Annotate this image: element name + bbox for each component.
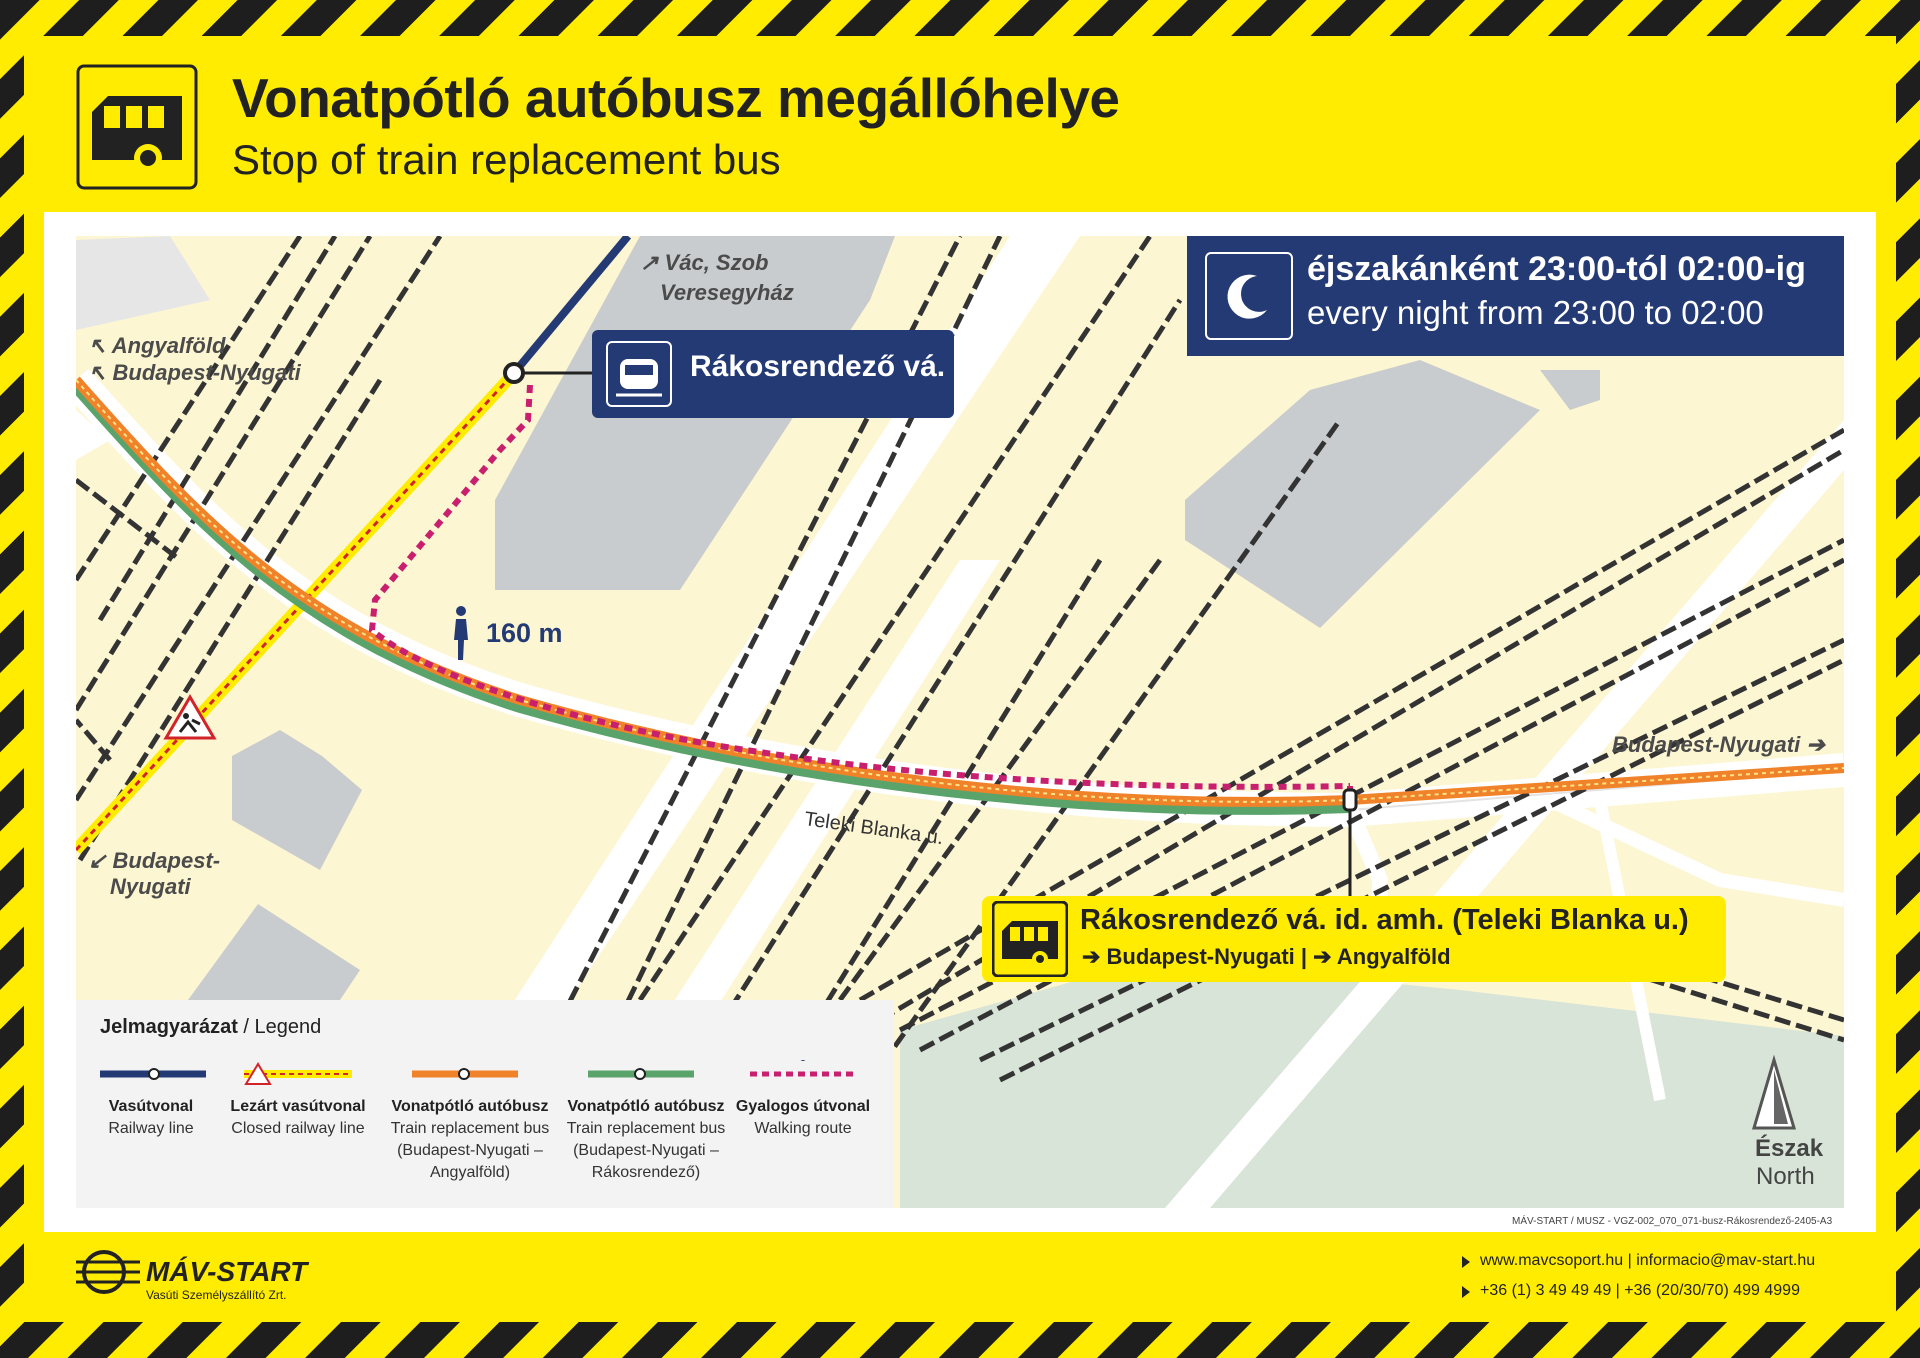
header-bus-icon xyxy=(78,66,196,188)
legend-item-desc: Walking route xyxy=(754,1120,852,1137)
north-label-hu: Észak xyxy=(1755,1135,1824,1162)
legend-item-desc: Closed railway line xyxy=(231,1120,365,1137)
station-name: Rákosrendező vá. xyxy=(690,350,946,383)
legend-item-desc: (Budapest-Nyugati – xyxy=(573,1142,719,1159)
company-subtitle: Vasúti Személyszállító Zrt. xyxy=(146,1288,287,1302)
legend-item-bus-green xyxy=(566,1096,726,1184)
night-notice-en: every night from 23:00 to 02:00 xyxy=(1307,294,1764,331)
legend-item-desc: Angyalföld) xyxy=(429,1164,511,1181)
legend-item-walking xyxy=(728,1096,878,1140)
document-code: MÁV-START / MUSZ - VGZ-002_070_071-busz-Rákosrendező-2405-A3 xyxy=(1512,1216,1833,1227)
legend-item-name: Vasútvonal xyxy=(108,1098,194,1115)
label-veresegyhaz: Veresegyház xyxy=(660,280,794,305)
label-budapest-nyugati-left-2: Nyugati xyxy=(110,874,191,899)
legend xyxy=(76,1000,894,1208)
footer-phone: +36 (1) 3 49 49 49 | +36 (20/30/70) 499 4999 xyxy=(1480,1282,1800,1299)
legend-item-name: Lezárt vasútvonal xyxy=(230,1098,366,1115)
bus-stop-directions: ➔ Budapest-Nyugati | ➔ Angyalföld xyxy=(1082,944,1451,969)
page-title: Vonatpótló autóbusz megállóhelye xyxy=(232,67,1120,129)
walk-distance: 160 m xyxy=(486,618,563,648)
page-subtitle: Stop of train replacement bus xyxy=(232,136,781,183)
legend-item-desc: (Budapest-Nyugati – xyxy=(397,1142,543,1159)
train-icon xyxy=(606,341,672,407)
label-angyalfold: ↖ Angyalföld xyxy=(88,333,226,358)
bus-icon xyxy=(992,901,1068,977)
bus-stop-name: Rákosrendező vá. id. amh. (Teleki Blanka u.) xyxy=(1080,904,1689,936)
night-notice-hu: éjszakánként 23:00-tól 02:00-ig xyxy=(1307,250,1806,288)
label-budapest-nyugati-right: Budapest-Nyugati ➔ xyxy=(1612,732,1825,757)
legend-title-en: Legend xyxy=(254,1016,322,1038)
label-budapest-nyugati-top: ↖ Budapest-Nyugati xyxy=(88,360,301,385)
legend-item-railway xyxy=(76,1096,226,1140)
legend-item-name: Vonatpótló autóbusz xyxy=(567,1098,725,1115)
legend-title xyxy=(100,1016,321,1039)
moon-icon xyxy=(1205,252,1293,340)
legend-item-desc: Train replacement bus xyxy=(390,1120,550,1137)
legend-title-hu: Jelmagyarázat xyxy=(100,1016,238,1038)
legend-item-closed-railway xyxy=(223,1096,373,1140)
footer-web: www.mavcsoport.hu | informacio@mav-start.hu xyxy=(1480,1252,1816,1269)
label-budapest-nyugati-left: ↙ Budapest- xyxy=(88,848,221,873)
legend-item-bus-orange xyxy=(390,1096,550,1184)
night-notice xyxy=(1187,236,1844,356)
legend-item-desc: Rákosrendező) xyxy=(591,1164,701,1181)
legend-item-desc: Train replacement bus xyxy=(566,1120,726,1137)
legend-item-name: Gyalogos útvonal xyxy=(735,1098,871,1115)
street-name: Teleki Blanka u. xyxy=(802,808,945,850)
label-vac-szob: ↗ Vác, Szob xyxy=(640,250,769,275)
station-box xyxy=(592,330,954,418)
company-name: MÁV-START xyxy=(146,1256,308,1287)
legend-item-desc: Railway line xyxy=(108,1120,194,1137)
legend-title-separator: / xyxy=(237,1016,255,1038)
north-label-en: North xyxy=(1756,1163,1815,1190)
bus-stop-box xyxy=(982,896,1726,982)
bus-stop-marker xyxy=(1344,790,1356,810)
legend-item-name: Vonatpótló autóbusz xyxy=(391,1098,549,1115)
station-dot xyxy=(505,364,523,382)
